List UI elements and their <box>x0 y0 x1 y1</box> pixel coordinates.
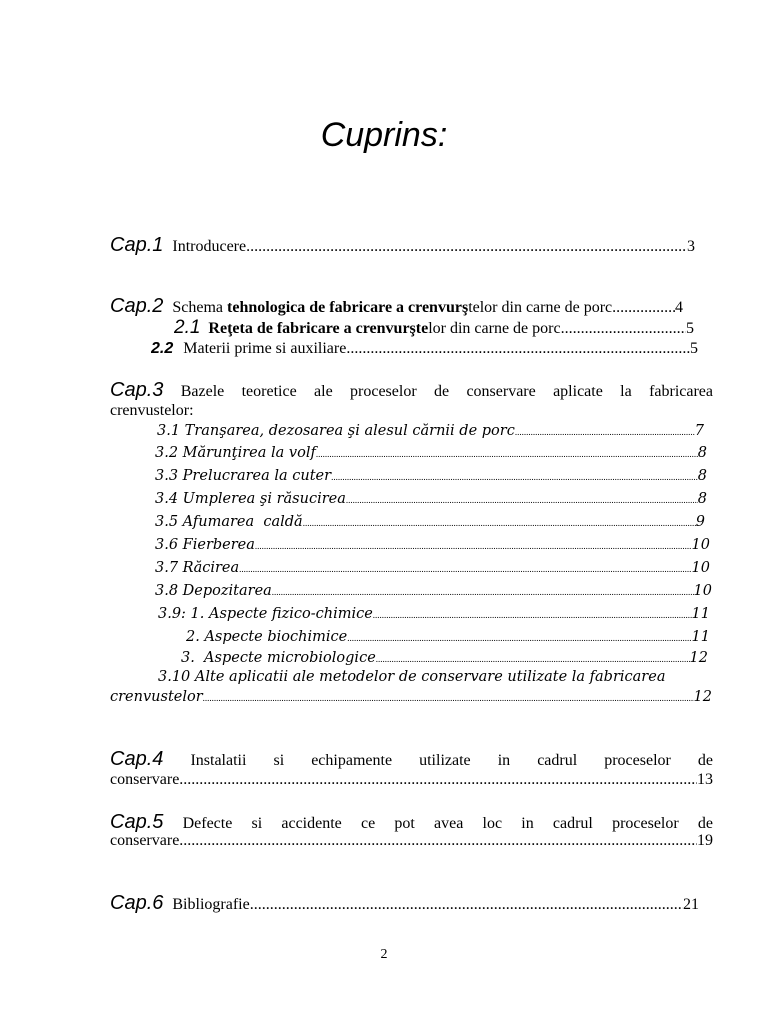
page-ref: 11 <box>691 629 710 645</box>
section-title: 3.7 Răcirea <box>155 560 240 576</box>
chapter-title: Introducere <box>172 238 247 255</box>
dot-leader <box>373 610 692 620</box>
toc-entry-cap4 <box>110 748 713 771</box>
chapter-label: Cap.3 <box>110 379 164 401</box>
page-ref: 21 <box>683 896 699 913</box>
chapter-title-continued: conservare <box>110 771 180 788</box>
page-title: Cuprins: <box>320 116 448 154</box>
page-ref: 10 <box>693 583 712 599</box>
page-ref: 4 <box>675 299 683 316</box>
toc-entry-3-9-2 <box>186 629 710 645</box>
chapter-title: Defecte si accidente ce pot avea loc in cadrul proceselor de <box>182 815 713 832</box>
toc-entry-cap2 <box>110 295 683 318</box>
section-title-suffix: lor din carne de porc <box>428 320 561 337</box>
toc-entry-3-10 <box>158 669 678 685</box>
section-title: 3.4 Umplerea şi răsucirea <box>155 491 346 507</box>
toc-entry-3-2 <box>155 445 707 461</box>
dot-leader <box>303 518 696 528</box>
chapter-title: Bazele teoretice ale proceselor de conservare aplicate la fabricarea <box>180 383 714 400</box>
page-ref: 7 <box>694 423 704 439</box>
dot-leader <box>515 427 695 437</box>
dot-leader <box>347 633 691 643</box>
dot-leader <box>239 564 691 574</box>
dot-leader <box>612 299 675 317</box>
page-ref: 10 <box>691 560 710 576</box>
section-title: 2. Aspecte biochimice <box>186 629 348 645</box>
toc-entry-3-3 <box>155 468 707 484</box>
toc-entry-cap5-continued <box>110 832 713 850</box>
toc-entry-3-10-continued <box>110 689 712 705</box>
dot-leader <box>331 472 698 482</box>
section-number: 2.1 <box>174 317 201 338</box>
toc-entry-3-8 <box>155 583 712 599</box>
toc-entry-cap1 <box>110 234 695 257</box>
chapter-title: Instalatii si echipamente utilizate in cadrul proceselor de <box>190 752 714 769</box>
chapter-label: Cap.4 <box>110 748 164 770</box>
toc-entry-3-6 <box>155 537 710 553</box>
section-title: 3.10 Alte aplicatii ale metodelor de conservare utilizate la fabricarea <box>158 669 666 685</box>
section-title: 3.3 Prelucrarea la cuter <box>155 468 332 484</box>
page-ref: 9 <box>695 514 705 530</box>
chapter-title-continued: crenvustelor: <box>110 402 194 419</box>
dot-leader <box>203 693 694 703</box>
chapter-label: Cap.6 <box>110 892 164 914</box>
section-number: 2.2 <box>151 340 174 357</box>
toc-entry-3-1 <box>157 423 704 439</box>
dot-leader <box>376 654 690 664</box>
chapter-label: Cap.1 <box>110 234 164 256</box>
section-title: 3. Aspecte microbiologice <box>181 650 376 666</box>
page-ref: 8 <box>697 468 707 484</box>
page-ref: 8 <box>697 445 707 461</box>
chapter-label: Cap.2 <box>110 295 164 317</box>
chapter-title-continued: conservare <box>110 832 180 849</box>
toc-entry-3-9-1 <box>158 606 710 622</box>
section-title: 3.8 Depozitarea <box>155 583 272 599</box>
toc-entry-2-2 <box>151 340 698 358</box>
section-title: 3.9: 1. Aspecte fizico-chimice <box>158 606 373 622</box>
dot-leader <box>346 495 698 505</box>
page-ref: 12 <box>693 689 712 705</box>
toc-entry-cap4-continued <box>110 771 713 789</box>
section-title: 3.2 Mărunţirea la volf <box>155 445 316 461</box>
page-number: 2 <box>380 947 388 962</box>
section-title: 3.1 Tranşarea, dezosarea şi alesul cărnii de porc <box>157 423 515 439</box>
dot-leader <box>246 238 687 256</box>
toc-entry-3-4 <box>155 491 707 507</box>
section-title-continued: crenvustelor <box>110 689 203 705</box>
toc-entry-cap3-continued <box>110 402 410 420</box>
section-title: 3.5 Afumarea caldă <box>155 514 303 530</box>
chapter-label: Cap.5 <box>110 811 164 833</box>
toc-entry-cap5 <box>110 811 713 834</box>
chapter-title-suffix: telor din carne de porc <box>468 299 613 316</box>
section-title: Materii prime si auxiliare <box>183 340 347 357</box>
chapter-title-bold: tehnologica de fabricare a crenvurş <box>227 299 469 316</box>
dot-leader <box>346 340 690 358</box>
page-ref: 3 <box>687 238 695 255</box>
toc-entry-3-9-3 <box>181 650 708 666</box>
toc-entry-2-1 <box>174 317 694 339</box>
page-ref: 8 <box>697 491 707 507</box>
section-title: 3.6 Fierberea <box>155 537 255 553</box>
page-ref: 19 <box>697 832 713 849</box>
page-ref: 11 <box>691 606 710 622</box>
dot-leader <box>179 832 697 850</box>
page-ref: 13 <box>697 771 713 788</box>
dot-leader <box>561 320 686 338</box>
toc-entry-cap3 <box>110 379 713 402</box>
page-ref: 10 <box>691 537 710 553</box>
page-ref: 5 <box>690 340 698 357</box>
toc-entry-3-7 <box>155 560 710 576</box>
chapter-title-prefix: Schema <box>172 299 228 316</box>
chapter-title: Bibliografie <box>172 896 250 913</box>
dot-leader <box>255 541 692 551</box>
section-title-bold: Reţeta de fabricare a crenvurşte <box>208 320 429 337</box>
page-ref: 12 <box>689 650 708 666</box>
toc-entry-cap6 <box>110 892 699 915</box>
toc-entry-3-5 <box>155 514 705 530</box>
page-ref: 5 <box>686 320 694 337</box>
dot-leader <box>272 587 694 597</box>
dot-leader <box>250 896 683 914</box>
dot-leader <box>316 449 698 459</box>
dot-leader <box>179 771 697 789</box>
